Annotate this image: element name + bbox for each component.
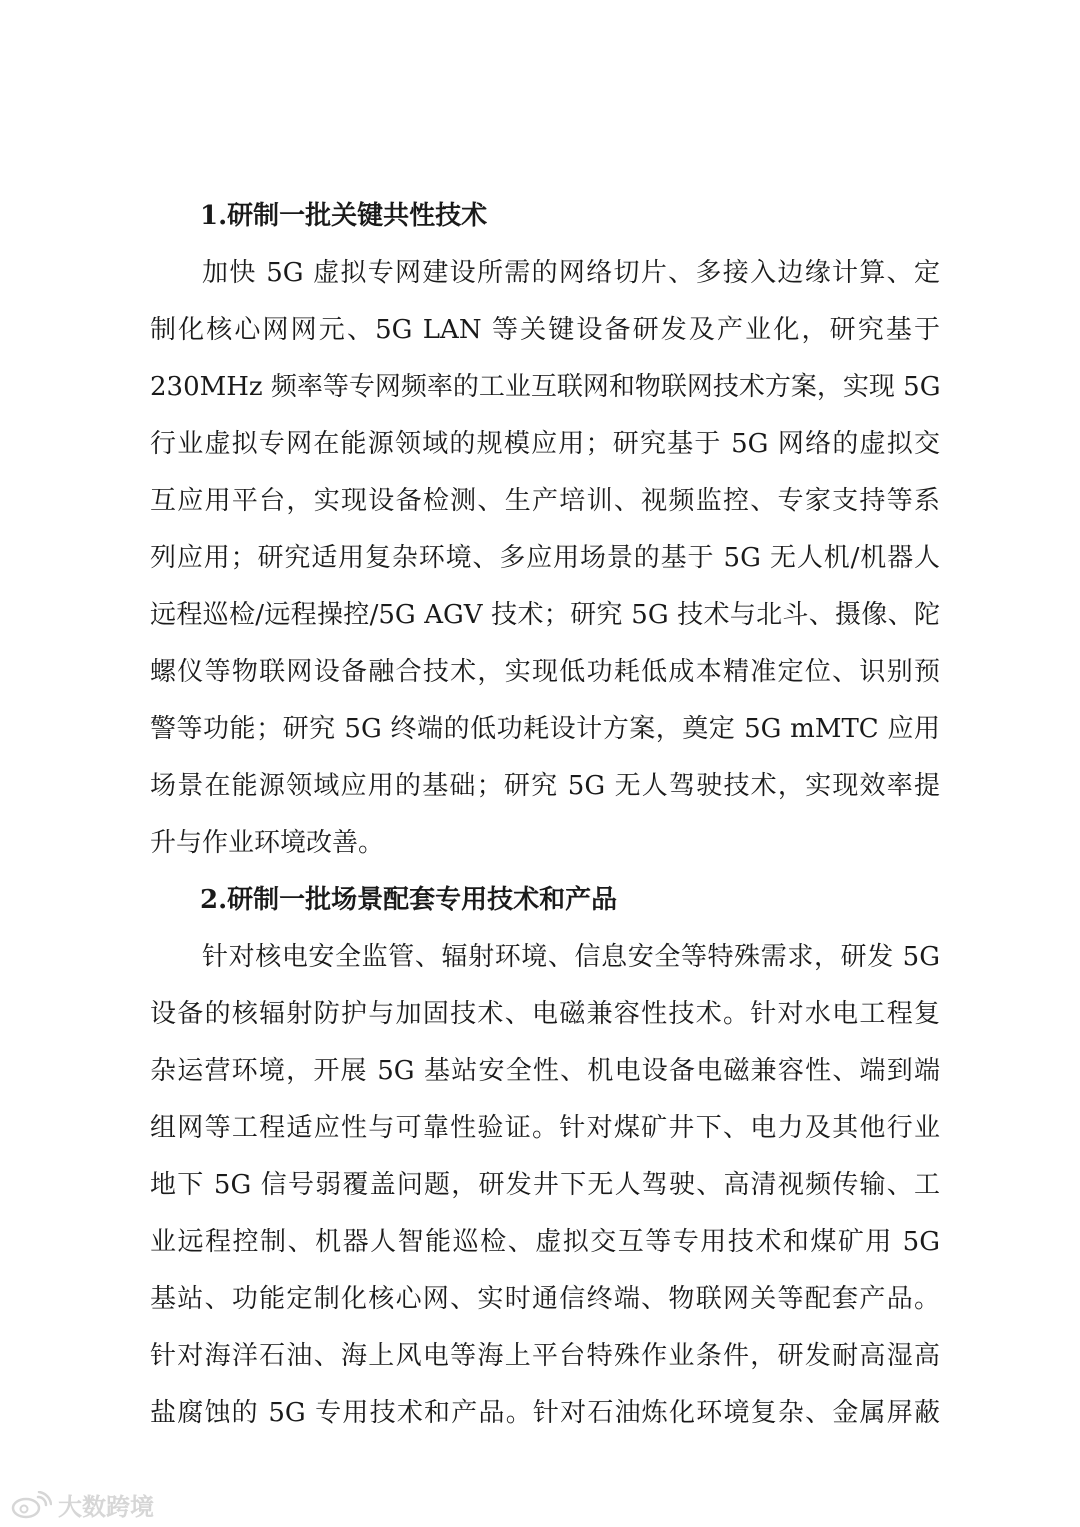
paragraph-line: 制化核心网网元、5G LAN 等关键设备研发及产业化，研究基于 [150,315,940,345]
paragraph-line: 列应用；研究适用复杂环境、多应用场景的基于 5G 无人机/机器人 [150,543,940,573]
paragraph-line: 远程巡检/远程操控/5G AGV 技术；研究 5G 技术与北斗、摄像、陀 [150,600,940,630]
paragraph-line: 警等功能；研究 5G 终端的低功耗设计方案，奠定 5G mMTC 应用 [150,714,940,744]
paragraph-line: 行业虚拟专网在能源领域的规模应用；研究基于 5G 网络的虚拟交 [150,429,940,459]
section-1-heading: 1.研制一批关键共性技术 [200,201,488,231]
paragraph-line: 组网等工程适应性与可靠性验证。针对煤矿井下、电力及其他行业 [150,1113,940,1143]
paragraph-line: 针对核电安全监管、辐射环境、信息安全等特殊需求，研发 5G [202,942,940,972]
paragraph-line: 业远程控制、机器人智能巡检、虚拟交互等专用技术和煤矿用 5G [150,1227,940,1257]
paragraph-line: 设备的核辐射防护与加固技术、电磁兼容性技术。针对水电工程复 [150,999,940,1029]
document-page [150,188,940,1442]
watermark-text: 大数跨境 [58,1493,154,1521]
paragraph-line: 基站、功能定制化核心网、实时通信终端、物联网关等配套产品。 [150,1284,940,1314]
paragraph-line: 场景在能源领域应用的基础；研究 5G 无人驾驶技术，实现效率提 [150,771,940,801]
paragraph-line: 螺仪等物联网设备融合技术，实现低功耗低成本精准定位、识别预 [150,657,940,687]
paragraph-line: 针对海洋石油、海上风电等海上平台特殊作业条件，研发耐高湿高 [150,1341,940,1371]
section-1-paragraph [150,245,940,872]
watermark [10,1487,154,1522]
paragraph-line: 地下 5G 信号弱覆盖问题，研发井下无人驾驶、高清视频传输、工 [150,1170,940,1200]
section-2-heading: 2.研制一批场景配套专用技术和产品 [200,885,618,915]
paragraph-line: 升与作业环境改善。 [150,828,385,858]
paragraph-line: 杂运营环境，开展 5G 基站安全性、机电设备电磁兼容性、端到端 [150,1056,940,1086]
paragraph-line: 盐腐蚀的 5G 专用技术和产品。针对石油炼化环境复杂、金属屏蔽 [150,1398,940,1428]
paragraph-line: 加快 5G 虚拟专网建设所需的网络切片、多接入边缘计算、定 [202,258,940,288]
weibo-logo-icon [10,1491,52,1519]
section-2-paragraph [150,929,940,1442]
paragraph-line: 230MHz 频率等专网频率的工业互联网和物联网技术方案，实现 5G [150,372,941,402]
paragraph-line: 互应用平台，实现设备检测、生产培训、视频监控、专家支持等系 [150,486,940,516]
